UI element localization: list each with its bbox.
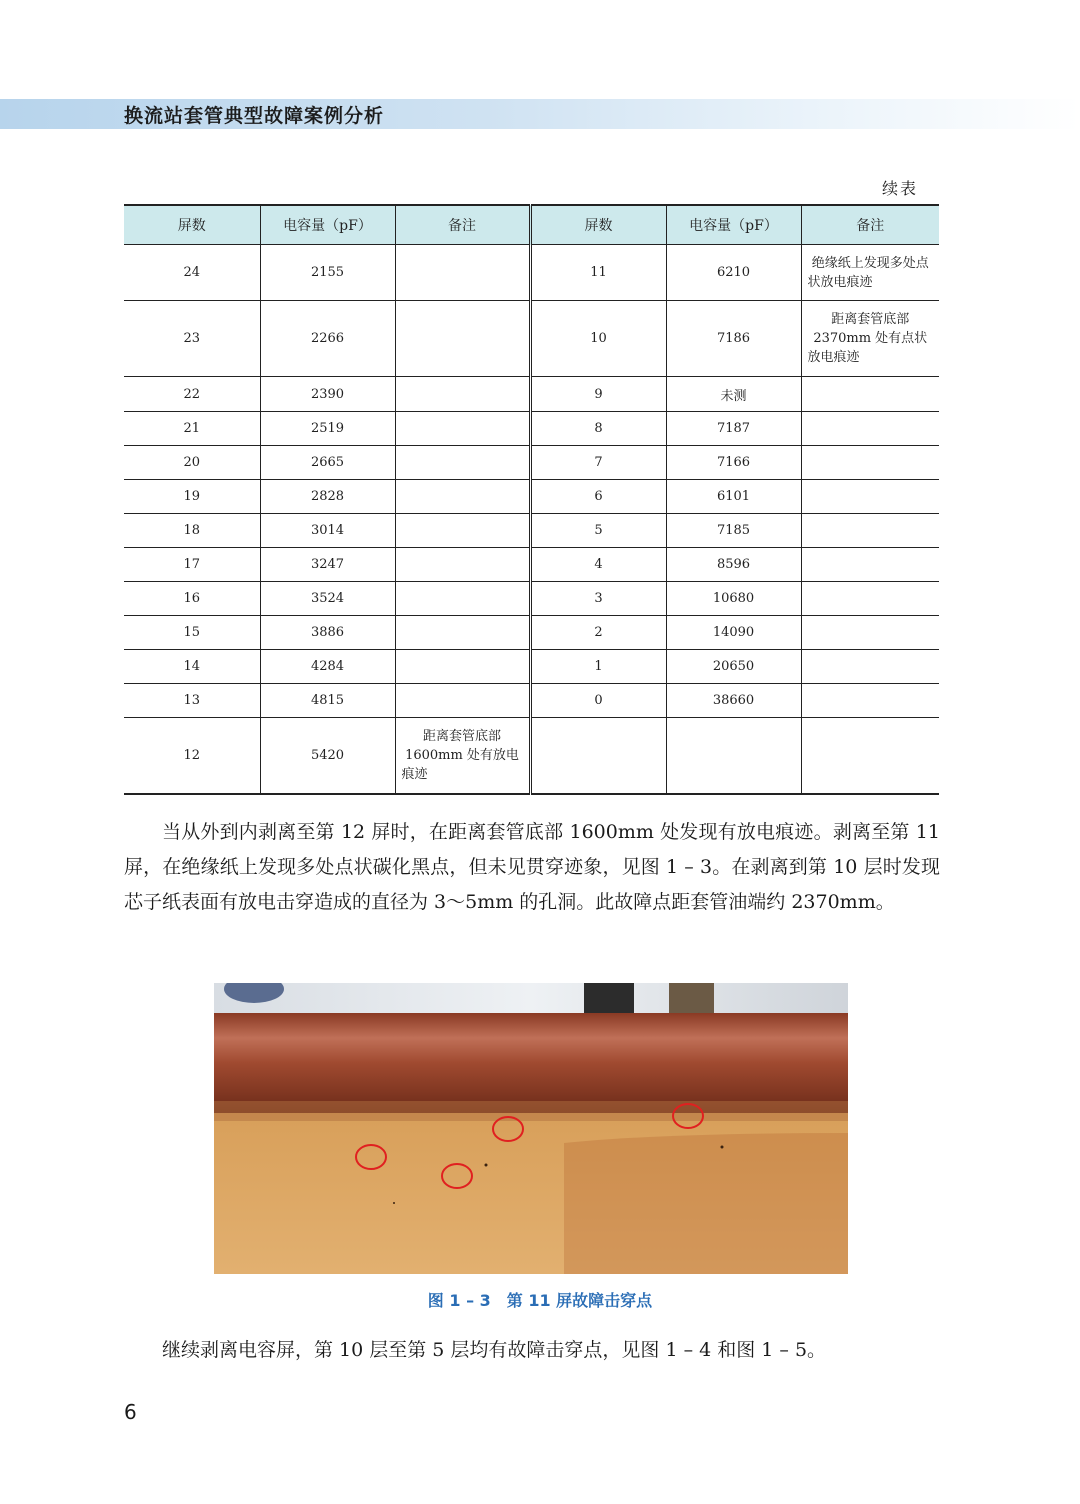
cell-capacitance: 3524: [260, 582, 395, 616]
cell-capacitance: 2155: [260, 245, 395, 301]
cell-capacitance-2: 6210: [666, 245, 801, 301]
cell-note-2: [801, 582, 939, 616]
cell-capacitance: 3014: [260, 514, 395, 548]
cell-note: [395, 377, 530, 412]
cell-capacitance-2: 20650: [666, 650, 801, 684]
cell-screen-2: 4: [530, 548, 666, 582]
cell-capacitance: 3886: [260, 616, 395, 650]
cell-note: [395, 412, 530, 446]
cell-screen-2: 5: [530, 514, 666, 548]
cell-screen: 12: [124, 718, 260, 794]
cell-capacitance-2: 8596: [666, 548, 801, 582]
cell-note-2: [801, 616, 939, 650]
table-row: [124, 650, 939, 684]
cell-screen-2: 9: [530, 377, 666, 412]
cell-note-2: 绝缘纸上发现多处点状放电痕迹: [801, 245, 939, 301]
cell-note: [395, 245, 530, 301]
running-header-title: 换流站套管典型故障案例分析: [124, 105, 385, 127]
cell-note-2: [801, 684, 939, 718]
table-row: [124, 616, 939, 650]
table-row: [124, 514, 939, 548]
page-number: 6: [124, 1400, 137, 1424]
table-row: [124, 377, 939, 412]
cell-capacitance: 4815: [260, 684, 395, 718]
col-header-capacitance: 电容量（pF）: [260, 205, 395, 245]
col-header-screen: 屏数: [124, 205, 260, 245]
cell-screen: 23: [124, 301, 260, 377]
cell-capacitance: 2828: [260, 480, 395, 514]
cell-screen: 22: [124, 377, 260, 412]
cell-capacitance: 5420: [260, 718, 395, 794]
cell-note-2: [801, 718, 939, 794]
cell-capacitance-2: 14090: [666, 616, 801, 650]
table-row: [124, 301, 939, 377]
cell-screen-2: [530, 718, 666, 794]
cell-note-2: [801, 377, 939, 412]
capacitance-table: [124, 204, 939, 795]
cell-screen: 18: [124, 514, 260, 548]
body-paragraph-2: 继续剥离电容屏，第 10 层至第 5 层均有故障击穿点，见图 1 – 4 和图 1 – 5。: [162, 1339, 827, 1361]
cell-capacitance-2: [666, 718, 801, 794]
cell-capacitance-2: 6101: [666, 480, 801, 514]
cell-note-2: [801, 446, 939, 480]
col-header-screen-2: 屏数: [530, 205, 666, 245]
cell-screen: 20: [124, 446, 260, 480]
figure-caption: 图 1 – 3 第 11 屏故障击穿点: [427, 1291, 653, 1310]
cell-capacitance: 4284: [260, 650, 395, 684]
cell-screen-2: 2: [530, 616, 666, 650]
cell-note: [395, 650, 530, 684]
cell-screen-2: 3: [530, 582, 666, 616]
cell-screen: 15: [124, 616, 260, 650]
cell-screen-2: 7: [530, 446, 666, 480]
table-row: [124, 684, 939, 718]
cell-screen: 19: [124, 480, 260, 514]
cell-note: [395, 480, 530, 514]
body-paragraph-1: 当从外到内剥离至第 12 屏时，在距离套管底部 1600mm 处发现有放电痕迹。剥离至第 11 屏，在绝缘纸上发现多处点状碳化黑点，但未见贯穿迹象，见图 1 – 3。在剥离到第 10 层时发现芯子纸表面有放电击穿造成的直径为 3～5mm 的孔洞。此故障点距套管油端约 2370mm。: [124, 821, 940, 913]
cell-note-2: [801, 650, 939, 684]
table-row: [124, 548, 939, 582]
cell-capacitance: 3247: [260, 548, 395, 582]
cell-screen-2: 11: [530, 245, 666, 301]
cell-note-2: [801, 514, 939, 548]
col-header-capacitance-2: 电容量（pF）: [666, 205, 801, 245]
cell-screen: 13: [124, 684, 260, 718]
cell-note-2: [801, 412, 939, 446]
table-row: [124, 446, 939, 480]
table-row: [124, 245, 939, 301]
cell-capacitance: 2266: [260, 301, 395, 377]
cell-screen-2: 0: [530, 684, 666, 718]
cell-note: [395, 514, 530, 548]
col-header-note: 备注: [395, 205, 530, 245]
table-row: [124, 582, 939, 616]
cell-capacitance-2: 7185: [666, 514, 801, 548]
cell-capacitance: 2519: [260, 412, 395, 446]
cell-capacitance-2: 7186: [666, 301, 801, 377]
table-row: [124, 480, 939, 514]
cell-screen-2: 8: [530, 412, 666, 446]
cell-capacitance-2: 7187: [666, 412, 801, 446]
cell-note: [395, 301, 530, 377]
cell-capacitance-2: 10680: [666, 582, 801, 616]
cell-note-2: 距离套管底部2370mm 处有点状放电痕迹: [801, 301, 939, 377]
cell-screen: 24: [124, 245, 260, 301]
cell-note: [395, 582, 530, 616]
cell-note-2: [801, 480, 939, 514]
table-header-row: [124, 205, 939, 245]
figure-photo: [214, 983, 848, 1274]
cell-screen-2: 10: [530, 301, 666, 377]
cell-note: [395, 446, 530, 480]
cell-note: 距离套管底部1600mm 处有放电痕迹: [395, 718, 530, 794]
cell-note-2: [801, 548, 939, 582]
cell-capacitance: 2665: [260, 446, 395, 480]
cell-capacitance-2: 7166: [666, 446, 801, 480]
col-header-note-2: 备注: [801, 205, 939, 245]
cell-screen-2: 1: [530, 650, 666, 684]
cell-screen-2: 6: [530, 480, 666, 514]
cell-screen: 16: [124, 582, 260, 616]
cell-screen: 17: [124, 548, 260, 582]
cell-screen: 14: [124, 650, 260, 684]
table-row: [124, 412, 939, 446]
cell-note: [395, 616, 530, 650]
fault-photo-illustration: [214, 983, 848, 1274]
cell-screen: 21: [124, 412, 260, 446]
cell-capacitance-2: 未测: [666, 377, 801, 412]
cell-capacitance-2: 38660: [666, 684, 801, 718]
table-row: [124, 718, 939, 794]
cell-note: [395, 684, 530, 718]
table-continued-label: 续表: [881, 179, 918, 198]
cell-capacitance: 2390: [260, 377, 395, 412]
cell-note: [395, 548, 530, 582]
